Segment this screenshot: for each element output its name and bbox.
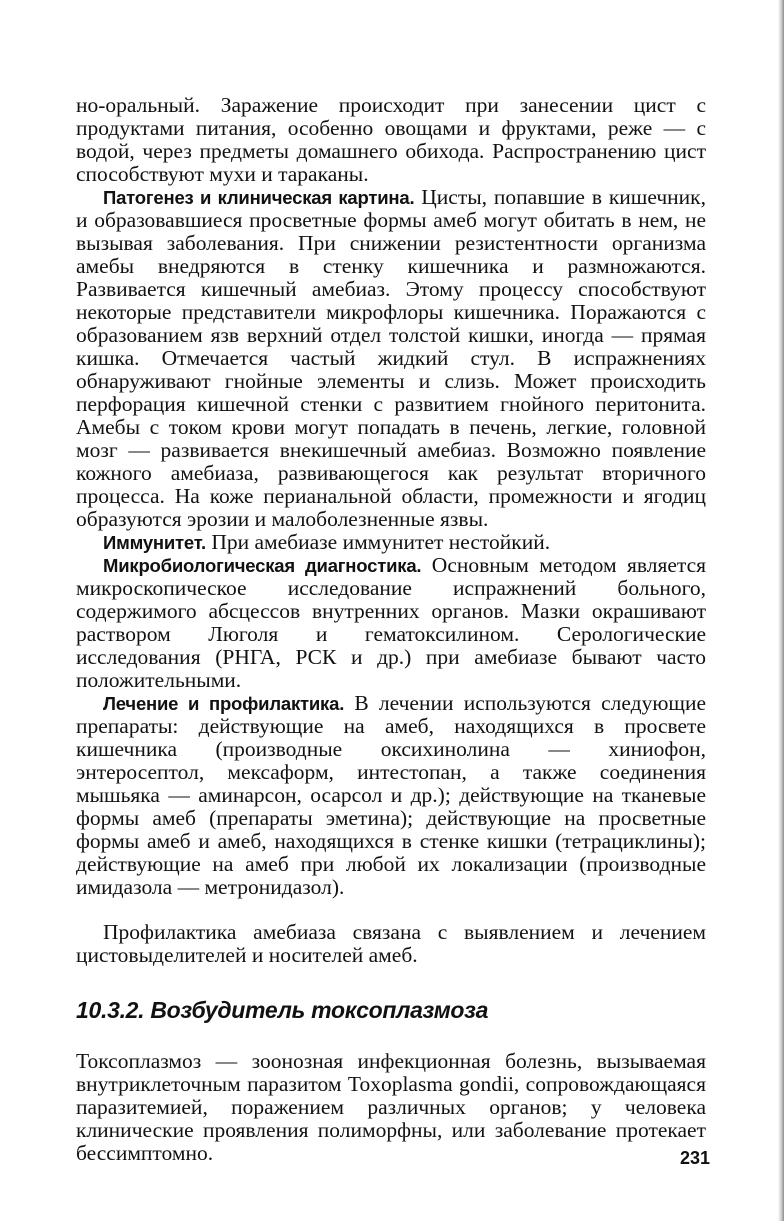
page-edge-shadow xyxy=(778,0,784,1221)
section-heading: 10.3.2. Возбудитель токсоплазмоза xyxy=(76,997,489,1023)
paragraph-immunity xyxy=(76,531,706,554)
paragraph-pathogenesis xyxy=(76,186,706,531)
paragraph-lead: Иммунитет. xyxy=(103,532,206,553)
paragraph-text: Токсоплазмоз — зоонозная инфекционная болезнь, вызываемая внутриклеточным паразитом Toxoplasma gondii, сопровождающаяся паразитемией, поражением различных органов; у человека клинические проявления полиморфны, или заболевание протекает бессимптомно. xyxy=(76,1049,706,1165)
page-number: 231 xyxy=(679,1148,710,1168)
paragraph-toxoplasmosis xyxy=(76,1050,706,1165)
paragraph-lead: Патогенез и клиническая картина. xyxy=(103,187,415,208)
paragraph-text: Цисты, попавшие в кишечник, и образовавшиеся просветные формы амеб могут обитать в нем, не вызывая заболевания. При снижении резистентности организма амебы внедряются в стенку кишечника и размножаются. Развивается кишечный амебиаз. Этому процессу способствуют некоторые представители микрофлоры кишечника. Поражаются с образованием язв верхний отдел толстой кишки, иногда — прямая кишка. Отмечается частый жидкий стул. В испражнениях обнаруживают гнойные элементы и слизь. Может происходить перфорация кишечной стенки с развитием гнойного перитонита. Амебы с током крови могут попадать в печень, легкие, головной мозг — развивается внекишечный амебиаз. Возможно появление кожного амебиаза, развивающегося как результат вторичного процесса. На коже перианальной области, промежности и ягодиц образуются эрозии и малоболезненные язвы. xyxy=(76,185,706,531)
paragraph-text: При амебиазе иммунитет нестойкий. xyxy=(205,530,551,554)
paragraph-text: Основным методом является микроскопическое исследование испражнений больного, содержимого абсцессов внутренних органов. Мазки окрашивают раствором Люголя и гематоксилином. Серологические исследования (РНГА, РСК и др.) при амебиазе бывают часто положительными. xyxy=(76,553,707,692)
paragraph-spacer xyxy=(76,899,706,921)
paragraph-prophylaxis xyxy=(76,921,706,967)
paragraph-text: Профилактика амебиаза связана с выявлением и лечением цистовыделителей и носителей амеб. xyxy=(76,920,706,967)
paragraph-diagnostics xyxy=(76,554,706,692)
paragraph-text: но-оральный. Заражение происходит при занесении цист с продуктами питания, особенно овощами и фруктами, реже — с водой, через предметы домашнего обихода. Распространению цист способствуют мухи и тараканы. xyxy=(76,93,706,186)
paragraph-lead: Лечение и профилактика. xyxy=(103,693,345,714)
paragraph-transmission xyxy=(76,94,706,186)
paragraph-lead: Микробиологическая диагностика. xyxy=(103,555,422,576)
page-body xyxy=(76,94,706,1165)
paragraph-text: В лечении используются следующие препараты: действующие на амеб, находящихся в просвете кишечника (производные оксихинолина — хиниофон, энтеросептол, мексаформ, интестопан, а также соединения мышьяка — аминарсон, осарсол и др.); действующие на тканевые формы амеб (препараты эметина); действующие на просветные формы амеб и амеб, находящихся в стенке кишки (тетрациклины); действующие на амеб при любой их локализации (производные имидазола — метронидазол). xyxy=(76,691,706,899)
paragraph-treatment xyxy=(76,692,706,899)
